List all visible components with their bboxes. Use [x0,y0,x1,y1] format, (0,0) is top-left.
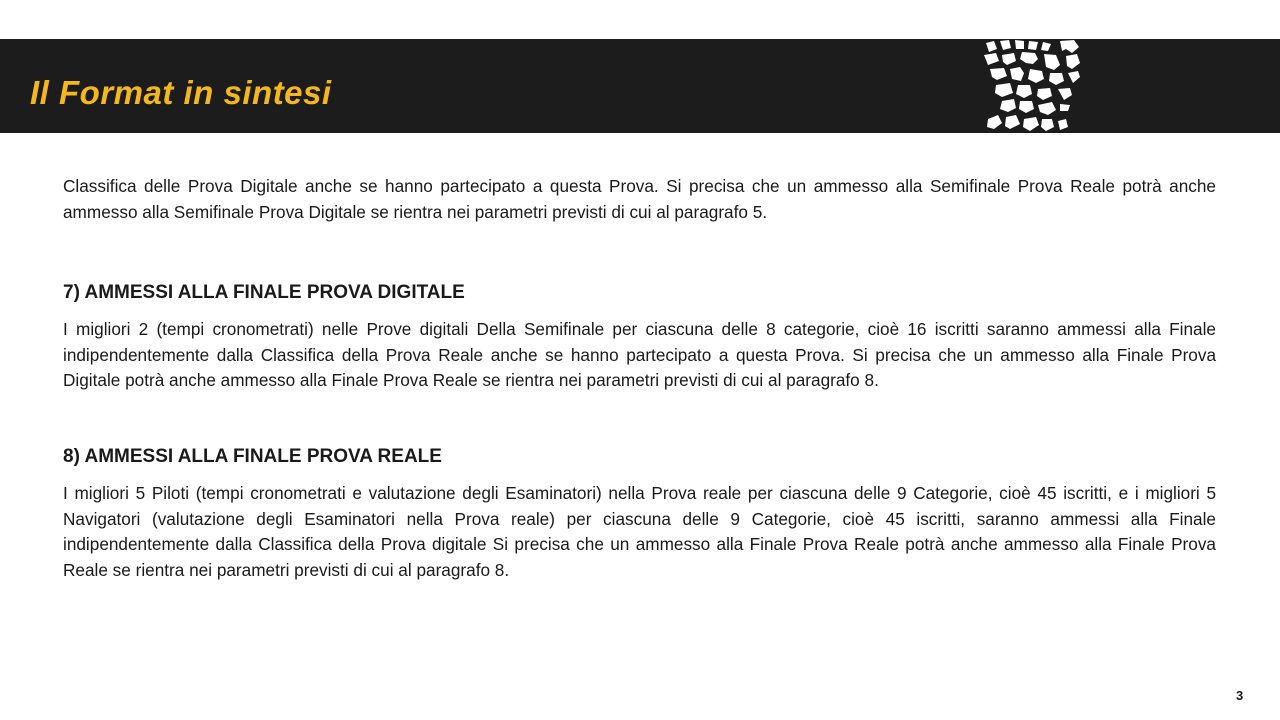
section-body-finale-digitale: I migliori 2 (tempi cronometrati) nelle Prove digitali Della Semifinale per ciascuna delle 8 categorie, cioè 16 iscritti saranno ammessi alla Finale indipendentemente dalla Classifica della Prova Reale anche se hanno partecipato a questa Prova. Si precisa che un ammesso alla Finale Prova Digitale potrà anche ammesso alla Finale Prova Reale se rientra nei parametri previsti di cui al paragrafo 8. [63,319,1216,391]
content-area [63,174,1216,583]
section-heading-finale-reale: 8) AMMESSI ALLA FINALE PROVA REALE [63,445,442,467]
tire-tread-icon [980,39,1084,133]
page-number: 3 [1236,688,1244,703]
intro-paragraph: Classifica delle Prova Digitale anche se hanno partecipato a questa Prova. Si precisa che un ammesso alla Semifinale Prova Reale potrà anche ammesso alla Semifinale Prova Digitale se rientra nei parametri previsti di cui al paragrafo 5. [63,176,1216,222]
section-heading-finale-digitale: 7) AMMESSI ALLA FINALE PROVA DIGITALE [63,282,465,304]
section-body-finale-reale: I migliori 5 Piloti (tempi cronometrati e valutazione degli Esaminatori) nella Prova reale per ciascuna delle 9 Categorie, cioè 45 iscritti, e i migliori 5 Navigatori (valutazione degli Esaminatori nella Prova reale) per ciascuna delle 9 Categorie, cioè 45 iscritti, saranno ammessi alla Finale indipendentemente dalla Classifica della Prova digitale Si precisa che un ammesso alla Finale Prova Reale potrà anche ammesso alla Finale Prova Reale se rientra nei parametri previsti di cui al paragrafo 8. [63,482,1216,580]
page-title: Il Format in sintesi [30,74,332,111]
